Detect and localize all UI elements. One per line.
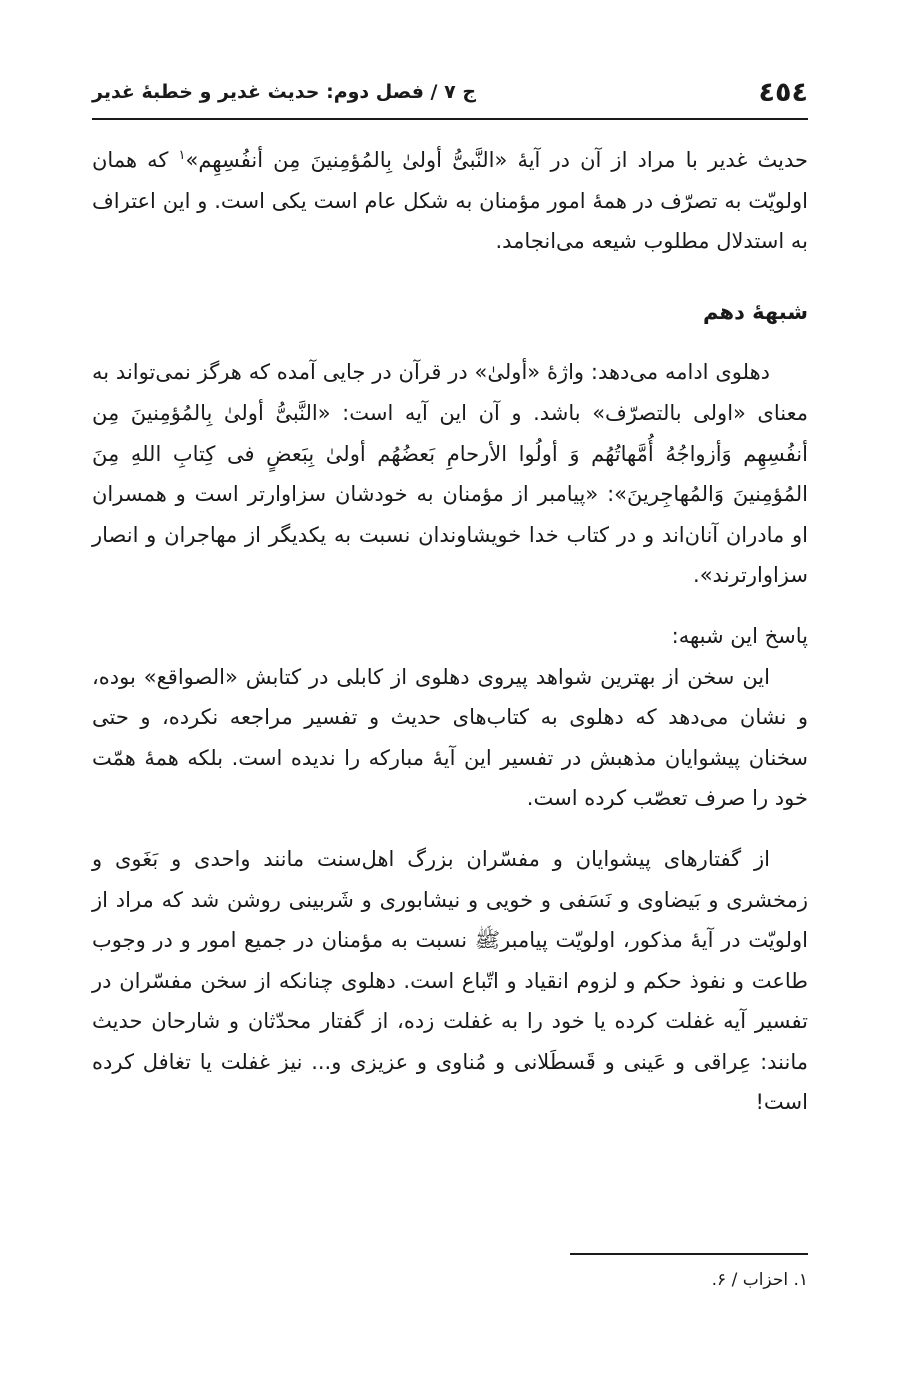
body-text	[92, 140, 808, 1123]
footnotes	[92, 1265, 808, 1295]
footnote-1: ۱. احزاب / ۶.	[711, 1270, 808, 1290]
page-header	[92, 72, 808, 112]
paragraph-2: دهلوی ادامه می‌دهد: واژهٔ «أولیٰ» در قرآن در جایی آمده که هرگز نمی‌تواند به معنای «اولی بالتصرّف» باشد. و آن این آیه است: «النَّبیُّ أولیٰ بِالمُؤمِنینَ مِن أنفُسِهِم وَأزواجُهُ أُمَّهاتُهُم وَ أولُوا الأرحامِ بَعضُهُم أولیٰ بِبَعضٍ فی کِتابِ اللهِ مِنَ المُؤمِنینَ وَالمُهاجِرینَ»: «پیامبر از مؤمنان به خودشان سزاوارتر است و همسران او مادران آنان‌اند و در کتاب خدا خویشاوندان نسبت به یکدیگر از مهاجران و انصار سزاوارترند».	[92, 360, 808, 588]
running-head: ج ۷ / فصل دوم: حدیث غدیر و خطبهٔ غدیر	[92, 81, 477, 103]
paragraph-3: این سخن از بهترین شواهد پیروی دهلوی از کابلی در کتابش «الصواقع» بوده، و نشان می‌دهد که دهلوی به کتاب‌های حدیث و تفسیر مراجعه نکرده، و حتی سخنان پیشوایان مذهبش در تفسیر این آیهٔ مبارکه را ندیده است. بلکه همهٔ همّت خود را صرف تعصّب کرده است.	[92, 664, 808, 811]
paragraph-4: از گفتارهای پیشوایان و مفسّران بزرگ اهل‌سنت مانند واحدی و بَغَوی و زمخشری و بَیضاوی و نَسَفی و خویی و نیشابوری و شَربینی روشن شد که مراد از اولویّت در آیهٔ مذکور، اولویّت پیامبرﷺ نسبت به مؤمنان در جمیع امور و در وجوب طاعت و نفوذ حکم و لزوم انقیاد و اتّباع است. دهلوی چنانکه از سخن مفسّران در تفسیر آیه غفلت کرده یا خود را به غفلت زده، از گفتار محدّثان و شارحان حدیث مانند: عِراقی و عَینی و قَسطَلانی و مُناوی و عزیزی و... نیز غفلت یا تغافل کرده است!	[92, 846, 808, 1115]
page-number: ٤٥٤	[758, 76, 808, 108]
paragraph-1-text: حدیث غدیر با مراد از آن در آیهٔ «النَّبیُّ أولیٰ بِالمُؤمِنینَ مِن أنفُسِهِم»	[185, 148, 808, 172]
footnote-reference: ۱	[178, 148, 186, 163]
footnote-rule	[570, 1253, 808, 1255]
answer-heading: پاسخ این شبهه:	[671, 623, 808, 648]
paragraph-1	[92, 140, 808, 262]
paragraph-1-rest: که همان اولویّت به تصرّف در همهٔ امور مؤمنان به شکل عام است یکی است. و این اعتراف به استدلال مطلوب شیعه می‌انجامد.	[92, 148, 808, 254]
section-heading: شبههٔ دهم	[703, 299, 808, 324]
header-rule	[92, 118, 808, 120]
